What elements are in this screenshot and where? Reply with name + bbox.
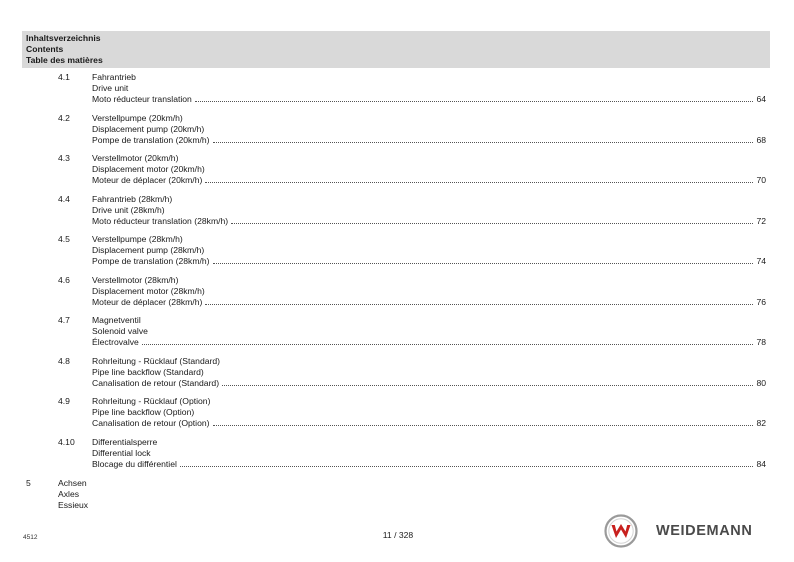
entry-title-de: Fahrantrieb: [92, 72, 136, 82]
entry-title-fr: Pompe de translation (28km/h): [92, 255, 210, 266]
toc-entry[interactable]: [0, 396, 794, 429]
entry-title-fr: Blocage du différentiel: [92, 458, 177, 469]
weidemann-logo: [604, 514, 764, 548]
entry-title-fr-row: [92, 418, 766, 429]
entry-title-de: Verstellmotor (28km/h): [92, 275, 179, 285]
entry-title-fr-row: [92, 337, 766, 348]
entry-title-en: Solenoid valve: [92, 325, 148, 336]
entry-title-fr-row: [92, 135, 766, 146]
entry-title-fr-row: [92, 256, 766, 267]
entry-number: 4.1: [58, 72, 70, 82]
toc-entry[interactable]: [0, 194, 794, 227]
entry-title-fr: Canalisation de retour (Standard): [92, 377, 220, 388]
toc-entry[interactable]: [0, 234, 794, 267]
entry-number: 4.8: [58, 356, 70, 366]
entry-page[interactable]: 84: [756, 458, 766, 469]
entry-title-de: Verstellmotor (20km/h): [92, 153, 179, 163]
toc-entry[interactable]: [0, 72, 794, 105]
dot-leader: [205, 303, 753, 305]
chapter-title-de: Achsen: [58, 478, 87, 488]
toc-title-en: Contents: [26, 43, 64, 54]
entry-title-de: Verstellpumpe (20km/h): [92, 113, 183, 123]
chapter-title-fr: Essieux: [58, 499, 89, 510]
entry-number: 4.4: [58, 194, 70, 204]
entry-title-fr: Moteur de déplacer (28km/h): [92, 296, 203, 307]
entry-page[interactable]: 76: [756, 296, 766, 307]
entry-title-fr: Moto réducteur translation: [92, 93, 192, 104]
dot-leader: [205, 181, 753, 183]
entry-title-fr: Électrovalve: [92, 336, 139, 347]
entry-number: 4.3: [58, 153, 70, 163]
entry-title-fr-row: [92, 94, 766, 105]
entry-page[interactable]: 72: [756, 215, 766, 226]
chapter-title-en: Axles: [58, 488, 80, 499]
entry-title-de: Verstellpumpe (28km/h): [92, 234, 183, 244]
toc-entry[interactable]: [0, 153, 794, 186]
toc-entry[interactable]: [0, 113, 794, 146]
dot-leader: [231, 222, 753, 224]
entry-title-en: Pipe line backflow (Standard): [92, 366, 204, 377]
entry-title-de: Fahrantrieb (28km/h): [92, 194, 173, 204]
dot-leader: [213, 262, 754, 264]
entry-title-de: Rohrleitung - Rücklauf (Option): [92, 396, 211, 406]
entry-page[interactable]: 68: [756, 134, 766, 145]
entry-page[interactable]: 82: [756, 417, 766, 428]
entry-title-fr: Moteur de déplacer (20km/h): [92, 174, 203, 185]
dot-leader: [222, 384, 753, 386]
entry-title-en: Displacement pump (28km/h): [92, 244, 205, 255]
entry-title-en: Differential lock: [92, 447, 151, 458]
toc-title-fr: Table des matières: [26, 54, 103, 65]
entry-page[interactable]: 70: [756, 174, 766, 185]
dot-leader: [195, 100, 754, 102]
entry-title-en: Pipe line backflow (Option): [92, 406, 195, 417]
entry-page[interactable]: 80: [756, 377, 766, 388]
dot-leader: [213, 141, 754, 143]
entry-number: 4.2: [58, 113, 70, 123]
chapter-number: 5: [26, 478, 31, 488]
entry-title-fr: Moto réducteur translation (28km/h): [92, 215, 229, 226]
entry-title-fr-row: [92, 175, 766, 186]
entry-title-fr: Canalisation de retour (Option): [92, 417, 210, 428]
dot-leader: [180, 465, 754, 467]
entry-title-fr-row: [92, 459, 766, 470]
entry-title-en: Drive unit (28km/h): [92, 204, 165, 215]
entry-number: 4.5: [58, 234, 70, 244]
entry-number: 4.9: [58, 396, 70, 406]
brand-name: WEIDEMANN: [656, 523, 753, 539]
entry-title-fr-row: [92, 378, 766, 389]
entry-title-en: Drive unit: [92, 82, 129, 93]
entry-title-en: Displacement pump (20km/h): [92, 123, 205, 134]
entry-title-de: Rohrleitung - Rücklauf (Standard): [92, 356, 221, 366]
entry-number: 4.6: [58, 275, 70, 285]
entry-title-de: Magnetventil: [92, 315, 141, 325]
dot-leader: [213, 424, 754, 426]
entry-title-fr: Pompe de translation (20km/h): [92, 134, 210, 145]
weidemann-w-logo-icon: [604, 514, 638, 548]
entry-page[interactable]: 64: [756, 93, 766, 104]
entry-page[interactable]: 74: [756, 255, 766, 266]
toc-title-de: Inhaltsverzeichnis: [26, 33, 101, 43]
dot-leader: [142, 343, 754, 345]
toc-chapter[interactable]: [0, 478, 794, 511]
document-code: 4512: [23, 534, 38, 541]
entry-number: 4.10: [58, 437, 75, 447]
entry-number: 4.7: [58, 315, 70, 325]
toc-entry[interactable]: [0, 315, 794, 348]
toc-entry[interactable]: [0, 275, 794, 308]
toc-entry[interactable]: [0, 356, 794, 389]
entry-title-fr-row: [92, 216, 766, 227]
page-indicator: 11 / 328: [382, 530, 414, 540]
toc-entry[interactable]: [0, 437, 794, 470]
entry-page[interactable]: 78: [756, 336, 766, 347]
entry-title-en: Displacement motor (20km/h): [92, 163, 205, 174]
toc-header: [22, 31, 770, 68]
entry-title-en: Displacement motor (28km/h): [92, 285, 205, 296]
entry-title-fr-row: [92, 297, 766, 308]
entry-title-de: Differentialsperre: [92, 437, 158, 447]
